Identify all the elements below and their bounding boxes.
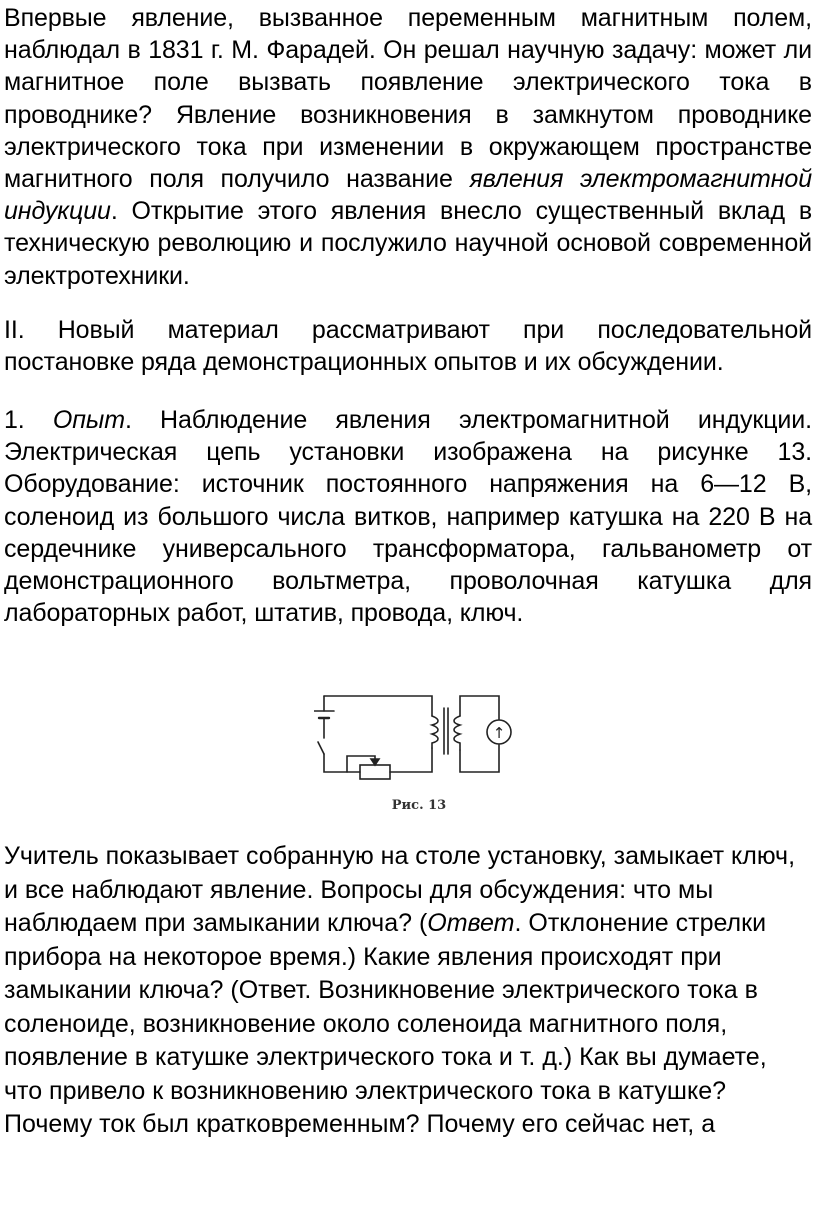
primary-coil — [432, 716, 438, 748]
paragraph4-text-end: . Отклонение стрелки прибора на некоторое время.) Какие явления происходят при замыкании ключа? (Ответ. Возникновение электрического тока в соленоиде, возникновение около соленоида магнитного поля, появление в катушке электрического тока и т. д.) Как вы думаете, что привело к возникновению электрического тока в катушке? Почему ток был кратковременным? Почему его сейчас нет, а — [4, 909, 767, 1138]
paragraph-experiment-1 — [4, 404, 812, 629]
paragraph4-text-start: Учитель показывает собранную на столе установку, замыкает ключ, и все наблюдают явление. Вопросы для обсуждения: что мы наблюдаем при замыкании ключа? ( — [4, 842, 796, 937]
circuit-figure — [314, 688, 524, 818]
paragraph4-italic-answer: Ответ — [427, 909, 515, 937]
paragraph-teacher-demo — [4, 840, 804, 1142]
circuit-diagram — [314, 688, 524, 798]
wire-bottom-right — [390, 748, 432, 772]
galvanometer-arrow-icon: ↑ — [492, 724, 506, 742]
paragraph1-italic-term: явления электромагнитной индукции — [4, 165, 813, 226]
paragraph3-text: . Наблюдение явления электромагнитной индукции. Электрическая цепь установки изображена на рисунке 13. Оборудование: источник постоянного напряжения на 6—12 В, соленоид из большого числа витков, например катушка на 220 В на сердечнике универсального трансформатора, гальванометр от демонстрационного вольтметра, проволочная катушка для лабораторных работ, штатив, провода, ключ. — [4, 406, 813, 628]
paragraph-new-material: II. Новый материал рассматривают при последовательной постановке ряда демонстрационных опытов и их обсуждении. — [4, 316, 812, 377]
figure-caption: Рис. 13 — [391, 798, 447, 813]
paragraph3-number: 1. — [4, 406, 53, 434]
wire-secondary-bottom — [460, 745, 499, 772]
paragraph1-text-end: . Открытие этого явления внесло существенный вклад в техническую революцию и послужило научной основой современной электротехники. — [4, 197, 812, 290]
rheostat-body — [360, 765, 390, 779]
wire-top-left — [324, 696, 432, 716]
secondary-coil — [454, 716, 460, 750]
switch-blade — [318, 742, 324, 754]
paragraph1-text-start: Впервые явление, вызванное переменным магнитным полем, наблюдал в 1831 г. М. Фарадей. Он решал научную задачу: может ли магнитное поле вызвать появление электрического тока в проводнике? Явление возникновения в замкнутом проводнике электрического тока при изменении в окружающем пространстве магнитного поля получило название — [4, 4, 812, 194]
rheostat-slider-arrow — [371, 759, 379, 765]
paragraph-faraday-history — [4, 2, 812, 292]
wire-secondary-top — [460, 696, 499, 719]
paragraph3-italic-label: Опыт — [52, 406, 125, 434]
